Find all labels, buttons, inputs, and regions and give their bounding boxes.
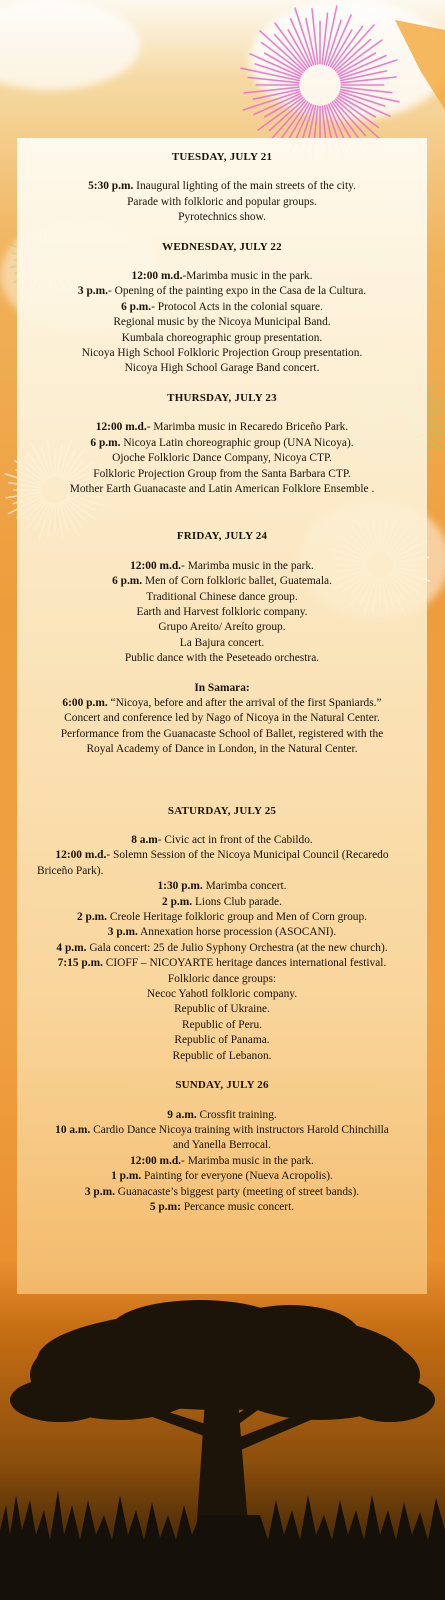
event-line: 9 a.m. Crossfit training. [167, 1108, 277, 1121]
event-line: 12:00 m.d.- Marimba music in Recaredo Briceño Park. [95, 421, 349, 434]
event-line: 5 p.m: Percance music concert. [149, 1200, 295, 1213]
firework-ray [241, 68, 299, 80]
orange-roof-shape [395, 20, 445, 110]
event-line: 6 p.m.- Protocol Acts in the colonial square. [121, 300, 323, 313]
event-line: Mother Earth Guanacaste and Latin American Folklore Ensemble . [69, 482, 375, 495]
location-heading: In Samara: [194, 681, 250, 694]
event-line: Ojoche Folkloric Dance Company, Nicoya CTP. [112, 452, 332, 465]
event-line: Regional music by the Nicoya Municipal Band. [113, 316, 331, 329]
event-line: Earth and Harvest folkloric company. [136, 605, 308, 618]
event-line: Nicoya High School Garage Band concert. [124, 362, 320, 375]
event-line: Concert and conference led by Nago of Nicoya in the Natural Center. [64, 712, 380, 725]
event-line: Republic of Ukraine. [174, 1003, 270, 1016]
day-heading: SUNDAY, JULY 26 [175, 1079, 269, 1092]
event-line: 12:00 m.d.- Solemn Session of the Nicoya Municipal Council (Recaredo [55, 849, 389, 862]
event-line: 12:00 m.d.-Marimba music in the park. [131, 270, 313, 283]
event-line: Royal Academy of Dance in London, in the Natural Center. [86, 743, 358, 756]
event-line: 1 p.m. Painting for everyone (Nueva Acropolis). [111, 1170, 333, 1183]
day-heading: FRIDAY, JULY 24 [176, 530, 268, 543]
event-line: Public dance with the Peseteado orchestra. [124, 652, 320, 665]
event-line: 10 a.m. Cardio Dance Nicoya training with instructors Harold Chinchilla [55, 1123, 389, 1136]
event-line: Nicoya High School Folkloric Projection Group presentation. [81, 347, 363, 360]
event-line: 6:00 p.m. “Nicoya, before and after the arrival of the first Spaniards.” [62, 696, 382, 709]
firework-ray [244, 87, 299, 93]
event-line: 3 p.m. Annexation horse procession (ASOCANI). [107, 926, 337, 939]
day-heading: WEDNESDAY, JULY 22 [162, 240, 282, 253]
event-line: Briceño Park). [37, 864, 104, 877]
event-line: 6 p.m. Men of Corn folkloric ballet, Guatemala. [112, 575, 332, 588]
schedule-content [17, 138, 427, 1215]
firework-ray [336, 99, 380, 139]
event-line: Republic of Panama. [174, 1034, 270, 1047]
event-line: 4 p.m. Gala concert: 25 de Julio Syphony Orchestra (at the new church). [56, 941, 388, 954]
event-line: 12:00 m.d.- Marimba music in the park. [130, 559, 314, 572]
event-line: Grupo Areito/ Areíto group. [158, 621, 286, 634]
event-line: Traditional Chinese dance group. [146, 590, 298, 603]
event-line: Necoc Yahotl folkloric company. [146, 988, 298, 1001]
firework-ray [324, 6, 336, 64]
event-line: Pyrotechnics show. [178, 211, 266, 224]
firework-ray [312, 9, 318, 64]
day-heading: THURSDAY, JULY 23 [167, 391, 277, 404]
event-line: 2 p.m. Lions Club parade. [162, 895, 282, 908]
event-line: Folkloric Projection Group from the Santa Barbara CTP. [93, 467, 351, 480]
event-line: La Bajura concert. [179, 636, 265, 649]
event-line: 5:30 p.m. Inaugural lighting of the main streets of the city. [88, 180, 356, 193]
event-line: 12:00 m.d.- Marimba music in the park. [130, 1154, 314, 1167]
event-line: 7:15 p.m. CIOFF – NICOYARTE heritage dances international festival. [57, 957, 387, 970]
firework-ray [341, 89, 399, 101]
event-line: Parade with folkloric and popular groups. [127, 195, 317, 208]
event-line: Republic of Lebanon. [172, 1049, 272, 1062]
day-heading: TUESDAY, JULY 21 [171, 151, 273, 163]
event-line: 3 p.m.- Opening of the painting expo in the Casa de la Cultura. [77, 285, 367, 298]
firework-ray [334, 25, 374, 69]
event-line: 8 a.m- Civic act in front of the Cabildo. [131, 834, 313, 846]
event-line: Kumbala choreographic group presentation. [121, 331, 323, 344]
event-line: 1:30 p.m. Marimba concert. [157, 880, 287, 893]
event-line: and Yanella Berrocal. [172, 1139, 272, 1152]
firework-ray [341, 77, 396, 83]
event-line: 2 p.m. Creole Heritage folkloric group and Men of Corn group. [76, 911, 368, 924]
event-line: 6 p.m. Nicoya Latin choreographic group (UNA Nicoya). [90, 436, 354, 449]
event-line: Republic of Peru. [181, 1018, 263, 1031]
tree-silhouette-icon [0, 1290, 445, 1600]
event-line: 3 p.m. Guanacaste’s biggest party (meeting of street bands). [84, 1185, 360, 1198]
day-heading: SATURDAY, JULY 25 [167, 804, 277, 817]
event-line: Folkloric dance groups: [167, 972, 277, 985]
event-line: Performance from the Guanacaste School of Ballet, registered with the [60, 727, 384, 740]
firework-ray [260, 31, 304, 71]
